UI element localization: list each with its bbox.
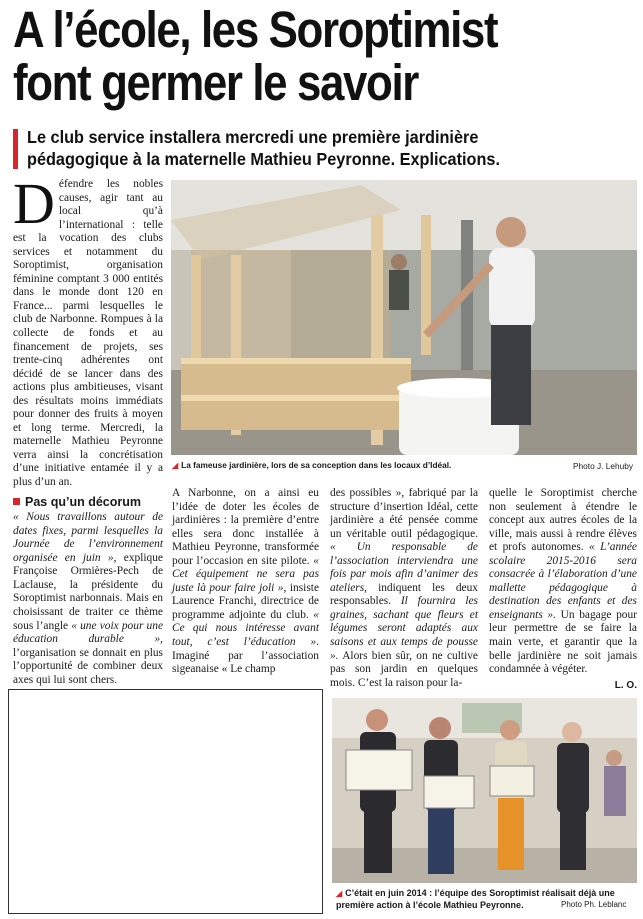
quote-3: « Cet équipement ne sera pas juste là pour faire joli » <box>172 554 319 594</box>
quote-1: « Nous travaillons autour de dates fixes, parmi lesquelles la Journée de l’environnement organisée en juin » <box>13 511 163 564</box>
article-text: Alors bien sûr, on ne cultive pas son jardin en quelques mois. C’est la raison pour la- <box>330 649 478 689</box>
article-column-2 <box>172 487 319 677</box>
quote-2: « une voix pour une éducation durable » <box>13 619 164 646</box>
photo-1-caption-text: La fameuse jardinière, lors de sa conception dans les locaux d’Idéal. <box>181 460 452 470</box>
team-photo-illustration <box>332 698 637 883</box>
standfirst-accent-bar <box>13 129 18 169</box>
article-column-1 <box>13 171 164 687</box>
triangle-icon: ◢ <box>172 461 179 470</box>
empty-ad-box <box>8 689 323 914</box>
article-text: des possibles », fabriqué par la structure d’insertion Idéal, cette jardinière a été pensée comme un véritable outil pédagogique. <box>330 487 478 540</box>
subhead <box>13 496 163 510</box>
standfirst <box>27 126 585 170</box>
red-square-icon <box>13 498 20 505</box>
standfirst-line-2: pédagogique à la maternelle Mathieu Peyronne. Explications. <box>27 149 501 169</box>
article-column-3 <box>330 487 478 690</box>
triangle-icon: ◢ <box>336 889 343 898</box>
photo-2-caption-text: C’était en juin 2014 : l’équipe des Soroptimist réalisait déjà une première action à l’école Mathieu Peyronne. <box>336 888 615 910</box>
drop-cap: D <box>13 171 55 236</box>
article-text: Un bagage pour leur permettre de se faire la main verte, et garantir que la belle jardinière ne soit jamais condamnée à végéter. <box>489 608 637 676</box>
article-text: , insiste Laurence Franchi, directrice de programme adjointe du club. <box>172 581 320 621</box>
article-text: , l’organisation se donnait en plus l’opportunité de combiner deux axes qui lui sont chers. <box>13 633 163 686</box>
photo-jardiniere-workshop <box>171 180 637 455</box>
article-text: , indiquent les deux responsables. <box>330 581 478 608</box>
workshop-photo-illustration <box>171 180 637 455</box>
headline-line-2: font germer le savoir <box>13 54 418 111</box>
quote-7: « L’année scolaire 2015-2016 sera consacrée à l’élaboration d’une mallette pédagogique à destination des enfants et des enseignants ». <box>489 541 637 621</box>
quote-4: « Ce qui nous intéresse avant tout, c’est l’éducation » <box>172 608 319 649</box>
photo-soroptimist-team <box>332 698 637 883</box>
quote-6: Il fournira les graines, sachant que fleurs et légumes seront adaptés aux saisons et aux temps de pousse ». <box>330 595 478 662</box>
headline <box>13 3 546 109</box>
article-column-4 <box>489 487 637 692</box>
photo-1-credit: Photo J. Lehuby <box>573 461 633 471</box>
photo-2-credit: Photo Ph. Leblanc <box>561 900 627 909</box>
subhead-text: Pas qu’un décorum <box>25 494 141 509</box>
article-text: . Imaginé par l’association sigeanaise « Le champ <box>172 636 319 676</box>
photo-1-caption <box>172 460 451 470</box>
headline-line-1: A l’école, les Soroptimist <box>13 1 498 58</box>
article-text: , explique Françoise Ormières-Pech de Laclause, la présidente du Soroptimist narbonnais. Mais en choisissant de traiter ce thème sous l’angle <box>13 551 163 632</box>
article-paragraph-intro: éfendre les nobles causes, agir tant au local qu’à l’international : telle est la vocation des clubs services et notamment du Soroptimist, organisation féminine comptant 3 000 entités dans le monde dont 120 en France... parmi lesquelles le club de Narbonne. Rompues à la collecte de fonds et au financement de projets, ses trente-cinq adhérentes ont décidé de se lancer dans des actions plus ambitieuses, visant des résultats moins immédiats pour donner des fruits à moyen et long terme. Mercredi, la maternelle Mathieu Peyronne verra ainsi la concrétisation d’une initiative entamée il y a plus d’un an. <box>13 178 163 489</box>
article-text: quelle le Soroptimist cherche non seulement à étendre le concept aux autres écoles de la ville, mais aussi à rendre élèves et profs autonomes. <box>489 487 637 554</box>
standfirst-line-1: Le club service installera mercredi une première jardinière <box>27 127 479 147</box>
author-signature: L. O. <box>614 679 637 691</box>
article-text: A Narbonne, on a ainsi eu l’idée de doter les écoles de jardinières : la première d’entre elles sera donc installée à Mathieu Peyronne, transformée pour l’occasion en site pilote. <box>172 487 319 567</box>
quote-5: « Un responsable de l’association interviendra une fois par mois afin d’animer des ateliers <box>330 541 478 594</box>
